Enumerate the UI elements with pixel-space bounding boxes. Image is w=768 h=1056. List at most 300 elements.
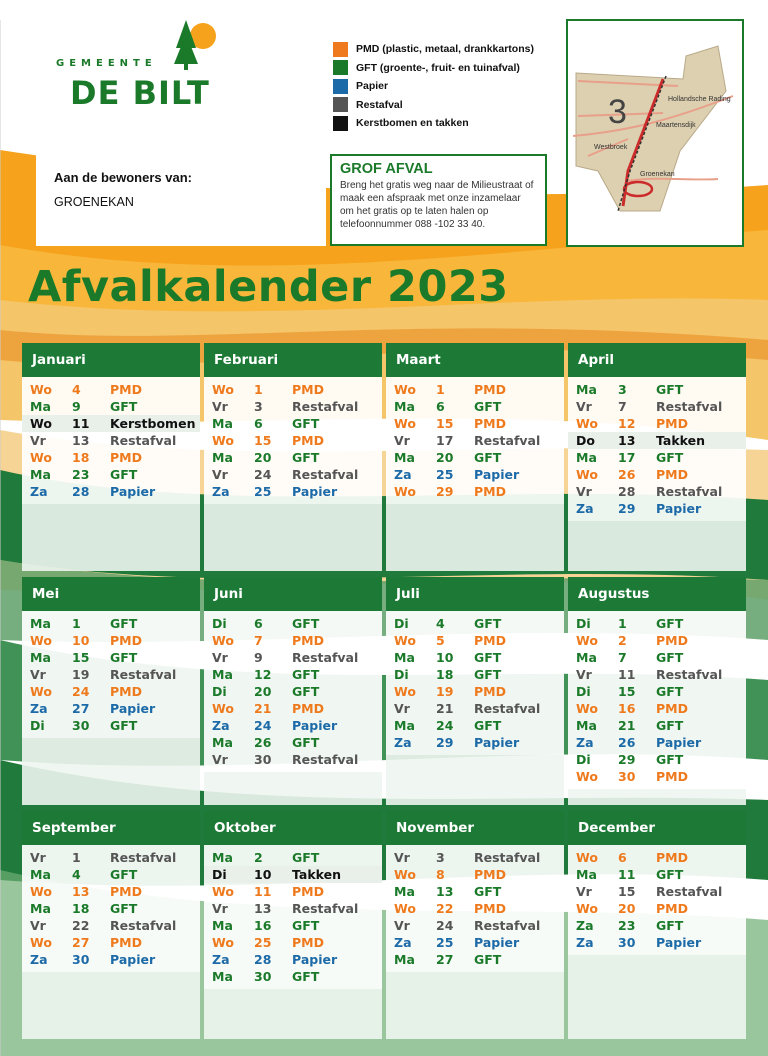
legend-swatch-pmd bbox=[333, 42, 348, 57]
collection-date: 6 bbox=[254, 616, 263, 631]
collection-day: Ma bbox=[394, 450, 415, 465]
collection-date: 19 bbox=[436, 684, 454, 699]
collection-date: 17 bbox=[618, 450, 636, 465]
month-header: Maart bbox=[386, 343, 564, 377]
map-zone-number: 3 bbox=[608, 93, 627, 131]
collection-day: Wo bbox=[576, 701, 598, 716]
collection-row bbox=[386, 483, 564, 500]
collection-row bbox=[204, 415, 382, 432]
gemeente-de-bilt-logo bbox=[50, 18, 230, 112]
collection-type: GFT bbox=[292, 667, 320, 682]
month-december bbox=[568, 811, 746, 1039]
logo-top-text: GEMEENTE bbox=[56, 58, 157, 69]
collection-row bbox=[568, 466, 746, 483]
collection-type: GFT bbox=[110, 467, 138, 482]
collection-type: Restafval bbox=[656, 667, 723, 682]
month-maart bbox=[386, 343, 564, 571]
collection-row bbox=[568, 632, 746, 649]
collection-day: Vr bbox=[212, 650, 228, 665]
collection-date: 20 bbox=[254, 684, 272, 699]
collection-date: 22 bbox=[72, 918, 90, 933]
collection-type: GFT bbox=[656, 918, 684, 933]
collection-row bbox=[204, 934, 382, 951]
collection-day: Za bbox=[576, 918, 594, 933]
collection-type: PMD bbox=[474, 484, 506, 499]
month-body bbox=[22, 845, 200, 972]
month-augustus bbox=[568, 577, 746, 805]
collection-type: PMD bbox=[292, 701, 324, 716]
legend-label: Restafval bbox=[356, 98, 403, 111]
collection-date: 2 bbox=[618, 633, 627, 648]
collection-type: GFT bbox=[292, 969, 320, 984]
month-body bbox=[568, 611, 746, 789]
collection-day: Di bbox=[30, 718, 45, 733]
collection-date: 7 bbox=[618, 399, 627, 414]
logo-main-text: DE BILT bbox=[70, 74, 210, 112]
collection-type: Papier bbox=[292, 718, 338, 733]
collection-day: Wo bbox=[30, 684, 52, 699]
collection-type: Restafval bbox=[292, 901, 359, 916]
collection-row bbox=[386, 398, 564, 415]
month-empty-area bbox=[568, 521, 746, 571]
collection-type: Takken bbox=[292, 867, 342, 882]
month-empty-area bbox=[386, 504, 564, 571]
tree-logo-icon bbox=[170, 18, 222, 70]
collection-day: Ma bbox=[394, 884, 415, 899]
collection-date: 15 bbox=[618, 884, 636, 899]
collection-day: Ma bbox=[212, 667, 233, 682]
collection-day: Wo bbox=[576, 416, 598, 431]
collection-type: GFT bbox=[110, 650, 138, 665]
collection-type: GFT bbox=[292, 850, 320, 865]
collection-date: 12 bbox=[618, 416, 636, 431]
collection-row bbox=[204, 734, 382, 751]
collection-day: Wo bbox=[212, 701, 234, 716]
collection-row bbox=[22, 900, 200, 917]
collection-day: Vr bbox=[30, 918, 46, 933]
collection-type: GFT bbox=[110, 399, 138, 414]
collection-row bbox=[204, 381, 382, 398]
collection-date: 11 bbox=[618, 867, 636, 882]
collection-type: PMD bbox=[110, 450, 142, 465]
map-drawing bbox=[568, 21, 742, 245]
collection-type: GFT bbox=[474, 616, 502, 631]
collection-date: 21 bbox=[254, 701, 272, 716]
collection-day: Wo bbox=[576, 769, 598, 784]
collection-type: PMD bbox=[474, 633, 506, 648]
collection-row bbox=[204, 866, 382, 883]
collection-row bbox=[568, 649, 746, 666]
collection-day: Za bbox=[212, 952, 230, 967]
collection-row bbox=[22, 717, 200, 734]
legend-swatch-papier bbox=[333, 79, 348, 94]
collection-row bbox=[568, 483, 746, 500]
collection-type: Restafval bbox=[292, 467, 359, 482]
collection-day: Wo bbox=[212, 382, 234, 397]
collection-date: 7 bbox=[618, 650, 627, 665]
collection-day: Wo bbox=[576, 467, 598, 482]
month-header: Oktober bbox=[204, 811, 382, 845]
collection-day: Za bbox=[394, 935, 412, 950]
collection-day: Vr bbox=[212, 467, 228, 482]
collection-date: 20 bbox=[436, 450, 454, 465]
collection-date: 4 bbox=[72, 382, 81, 397]
collection-type: GFT bbox=[656, 616, 684, 631]
collection-type: GFT bbox=[656, 382, 684, 397]
collection-type: Papier bbox=[656, 501, 702, 516]
legend-label: PMD (plastic, metaal, drankkartons) bbox=[356, 43, 534, 56]
collection-date: 16 bbox=[254, 918, 272, 933]
collection-day: Wo bbox=[30, 416, 52, 431]
collection-date: 25 bbox=[436, 935, 454, 950]
collection-type: Restafval bbox=[656, 399, 723, 414]
collection-date: 3 bbox=[436, 850, 445, 865]
collection-row bbox=[386, 866, 564, 883]
page-title: Afvalkalender 2023 bbox=[28, 262, 509, 312]
collection-type: PMD bbox=[656, 850, 688, 865]
collection-type: Papier bbox=[474, 935, 520, 950]
collection-day: Wo bbox=[30, 450, 52, 465]
collection-day: Di bbox=[576, 616, 591, 631]
collection-type: Restafval bbox=[474, 433, 541, 448]
collection-day: Ma bbox=[394, 650, 415, 665]
legend-swatch-kerstbomen bbox=[333, 116, 348, 131]
collection-date: 24 bbox=[254, 718, 272, 733]
collection-type: PMD bbox=[292, 935, 324, 950]
collection-type: GFT bbox=[656, 650, 684, 665]
month-juli bbox=[386, 577, 564, 805]
collection-day: Di bbox=[576, 752, 591, 767]
collection-date: 29 bbox=[618, 752, 636, 767]
collection-day: Ma bbox=[212, 850, 233, 865]
collection-type: PMD bbox=[292, 884, 324, 899]
legend-item-gft bbox=[333, 59, 534, 78]
collection-row bbox=[204, 751, 382, 768]
collection-row bbox=[22, 934, 200, 951]
collection-day: Wo bbox=[30, 884, 52, 899]
month-body bbox=[386, 377, 564, 504]
collection-type: GFT bbox=[474, 952, 502, 967]
collection-date: 3 bbox=[254, 399, 263, 414]
collection-row bbox=[204, 700, 382, 717]
collection-date: 18 bbox=[72, 901, 90, 916]
collection-day: Vr bbox=[30, 667, 46, 682]
map-place-label: Maartensdijk bbox=[656, 122, 696, 129]
collection-row bbox=[22, 381, 200, 398]
collection-type: PMD bbox=[292, 433, 324, 448]
collection-date: 20 bbox=[254, 450, 272, 465]
area-map bbox=[566, 19, 744, 247]
collection-row bbox=[568, 381, 746, 398]
collection-type: GFT bbox=[656, 684, 684, 699]
collection-row bbox=[204, 398, 382, 415]
collection-day: Za bbox=[212, 718, 230, 733]
collection-row bbox=[386, 666, 564, 683]
collection-type: Restafval bbox=[656, 484, 723, 499]
collection-type: Restafval bbox=[292, 399, 359, 414]
collection-type: GFT bbox=[474, 450, 502, 465]
collection-date: 9 bbox=[254, 650, 263, 665]
collection-type: GFT bbox=[292, 616, 320, 631]
month-empty-area bbox=[204, 989, 382, 1039]
legend-swatch-restafval bbox=[333, 97, 348, 112]
collection-row bbox=[386, 717, 564, 734]
collection-type: GFT bbox=[110, 718, 138, 733]
collection-date: 26 bbox=[618, 735, 636, 750]
collection-day: Za bbox=[394, 735, 412, 750]
collection-date: 30 bbox=[254, 969, 272, 984]
collection-row bbox=[568, 734, 746, 751]
collection-date: 1 bbox=[254, 382, 263, 397]
collection-row bbox=[22, 398, 200, 415]
month-empty-area bbox=[568, 789, 746, 805]
legend-swatch-gft bbox=[333, 60, 348, 75]
collection-row bbox=[204, 683, 382, 700]
collection-day: Za bbox=[30, 952, 48, 967]
collection-row bbox=[22, 700, 200, 717]
collection-type: PMD bbox=[474, 382, 506, 397]
legend-label: GFT (groente-, fruit- en tuinafval) bbox=[356, 61, 520, 74]
collection-type: GFT bbox=[110, 867, 138, 882]
address-name: GROENEKAN bbox=[54, 195, 134, 209]
collection-row bbox=[386, 951, 564, 968]
collection-day: Di bbox=[212, 684, 227, 699]
collection-row bbox=[568, 432, 746, 449]
collection-date: 30 bbox=[618, 935, 636, 950]
collection-date: 27 bbox=[72, 935, 90, 950]
collection-row bbox=[204, 483, 382, 500]
collection-date: 10 bbox=[72, 633, 90, 648]
collection-day: Ma bbox=[212, 416, 233, 431]
collection-type: Papier bbox=[656, 735, 702, 750]
collection-date: 30 bbox=[254, 752, 272, 767]
collection-day: Vr bbox=[30, 433, 46, 448]
collection-day: Do bbox=[576, 433, 595, 448]
collection-type: PMD bbox=[110, 633, 142, 648]
collection-day: Vr bbox=[576, 399, 592, 414]
month-januari bbox=[22, 343, 200, 571]
collection-type: Restafval bbox=[110, 433, 177, 448]
collection-day: Za bbox=[30, 701, 48, 716]
collection-date: 24 bbox=[436, 918, 454, 933]
month-header: Juli bbox=[386, 577, 564, 611]
collection-row bbox=[22, 432, 200, 449]
collection-type: GFT bbox=[292, 735, 320, 750]
collection-day: Wo bbox=[576, 901, 598, 916]
collection-type: PMD bbox=[474, 684, 506, 699]
collection-row bbox=[568, 500, 746, 517]
collection-row bbox=[22, 649, 200, 666]
collection-day: Vr bbox=[576, 667, 592, 682]
collection-type: Papier bbox=[292, 484, 338, 499]
collection-row bbox=[204, 968, 382, 985]
month-empty-area bbox=[568, 955, 746, 1039]
collection-date: 11 bbox=[618, 667, 636, 682]
collection-day: Vr bbox=[394, 701, 410, 716]
collection-day: Di bbox=[394, 616, 409, 631]
collection-date: 1 bbox=[436, 382, 445, 397]
month-body bbox=[22, 377, 200, 504]
collection-date: 25 bbox=[254, 935, 272, 950]
collection-date: 6 bbox=[254, 416, 263, 431]
address-title: Aan de bewoners van: bbox=[54, 170, 192, 185]
month-februari bbox=[204, 343, 382, 571]
legend-item-restafval bbox=[333, 96, 534, 115]
month-juni bbox=[204, 577, 382, 805]
collection-date: 30 bbox=[618, 769, 636, 784]
month-header: Januari bbox=[22, 343, 200, 377]
collection-day: Ma bbox=[212, 918, 233, 933]
collection-date: 13 bbox=[72, 433, 90, 448]
month-header: December bbox=[568, 811, 746, 845]
collection-type: PMD bbox=[656, 416, 688, 431]
collection-row bbox=[568, 717, 746, 734]
collection-day: Wo bbox=[212, 884, 234, 899]
collection-day: Ma bbox=[212, 450, 233, 465]
collection-type: Restafval bbox=[110, 667, 177, 682]
collection-date: 27 bbox=[72, 701, 90, 716]
collection-date: 30 bbox=[72, 952, 90, 967]
collection-date: 6 bbox=[618, 850, 627, 865]
collection-type: Restafval bbox=[110, 918, 177, 933]
collection-row bbox=[204, 666, 382, 683]
collection-row bbox=[386, 432, 564, 449]
collection-date: 28 bbox=[254, 952, 272, 967]
collection-type: PMD bbox=[110, 382, 142, 397]
collection-day: Wo bbox=[394, 416, 416, 431]
collection-day: Wo bbox=[394, 867, 416, 882]
collection-day: Za bbox=[576, 501, 594, 516]
collection-row bbox=[568, 917, 746, 934]
collection-day: Ma bbox=[212, 969, 233, 984]
collection-row bbox=[22, 666, 200, 683]
collection-type: Restafval bbox=[474, 850, 541, 865]
collection-row bbox=[386, 917, 564, 934]
collection-day: Ma bbox=[394, 718, 415, 733]
collection-type: GFT bbox=[656, 867, 684, 882]
collection-date: 30 bbox=[72, 718, 90, 733]
collection-type: PMD bbox=[656, 901, 688, 916]
collection-date: 28 bbox=[72, 484, 90, 499]
collection-date: 10 bbox=[254, 867, 272, 882]
collection-day: Wo bbox=[212, 633, 234, 648]
collection-row bbox=[386, 934, 564, 951]
collection-row bbox=[204, 449, 382, 466]
collection-row bbox=[568, 415, 746, 432]
month-empty-area bbox=[204, 772, 382, 805]
collection-date: 29 bbox=[436, 484, 454, 499]
collection-row bbox=[22, 866, 200, 883]
collection-date: 2 bbox=[254, 850, 263, 865]
collection-day: Di bbox=[394, 667, 409, 682]
map-place-label: Groenekan bbox=[640, 171, 675, 178]
month-header: Mei bbox=[22, 577, 200, 611]
collection-type: PMD bbox=[474, 901, 506, 916]
collection-date: 11 bbox=[254, 884, 272, 899]
collection-row bbox=[386, 615, 564, 632]
collection-day: Ma bbox=[576, 450, 597, 465]
collection-date: 3 bbox=[618, 382, 627, 397]
collection-date: 27 bbox=[436, 952, 454, 967]
collection-row bbox=[22, 917, 200, 934]
collection-type: GFT bbox=[292, 450, 320, 465]
month-november bbox=[386, 811, 564, 1039]
month-body bbox=[204, 611, 382, 772]
collection-day: Ma bbox=[394, 399, 415, 414]
collection-row bbox=[204, 432, 382, 449]
month-body bbox=[386, 845, 564, 972]
collection-day: Wo bbox=[576, 850, 598, 865]
collection-row bbox=[386, 683, 564, 700]
collection-day: Vr bbox=[576, 484, 592, 499]
collection-row bbox=[386, 415, 564, 432]
collection-date: 29 bbox=[618, 501, 636, 516]
collection-date: 1 bbox=[618, 616, 627, 631]
collection-date: 6 bbox=[436, 399, 445, 414]
collection-row bbox=[204, 649, 382, 666]
collection-type: PMD bbox=[656, 633, 688, 648]
collection-day: Za bbox=[212, 484, 230, 499]
collection-day: Wo bbox=[394, 684, 416, 699]
month-empty-area bbox=[386, 755, 564, 805]
legend-item-pmd bbox=[333, 40, 534, 59]
grof-afval-text: Breng het gratis weg naar de Milieustraat of maak een afspraak met onze inzamelaar om het gratis op te laten halen op telefoonnummer 088 -102 33 40. bbox=[340, 180, 534, 230]
collection-day: Wo bbox=[30, 382, 52, 397]
collection-day: Vr bbox=[212, 752, 228, 767]
month-oktober bbox=[204, 811, 382, 1039]
collection-day: Ma bbox=[30, 901, 51, 916]
collection-day: Di bbox=[212, 616, 227, 631]
collection-type: PMD bbox=[474, 867, 506, 882]
collection-date: 10 bbox=[436, 650, 454, 665]
collection-day: Ma bbox=[576, 718, 597, 733]
collection-day: Wo bbox=[394, 633, 416, 648]
legend-item-kerstbomen bbox=[333, 114, 534, 133]
collection-type: Papier bbox=[292, 952, 338, 967]
collection-date: 15 bbox=[254, 433, 272, 448]
collection-type: GFT bbox=[110, 901, 138, 916]
collection-type: PMD bbox=[656, 467, 688, 482]
collection-date: 22 bbox=[436, 901, 454, 916]
month-body bbox=[386, 611, 564, 755]
collection-type: Papier bbox=[110, 484, 156, 499]
legend-label: Papier bbox=[356, 80, 389, 93]
month-empty-area bbox=[22, 504, 200, 571]
collection-day: Ma bbox=[576, 650, 597, 665]
collection-date: 1 bbox=[72, 616, 81, 631]
collection-day: Wo bbox=[30, 935, 52, 950]
collection-day: Wo bbox=[394, 901, 416, 916]
collection-type: GFT bbox=[292, 416, 320, 431]
collection-date: 25 bbox=[254, 484, 272, 499]
collection-day: Ma bbox=[30, 467, 51, 482]
collection-type: PMD bbox=[110, 935, 142, 950]
collection-date: 23 bbox=[618, 918, 636, 933]
collection-day: Za bbox=[30, 484, 48, 499]
collection-row bbox=[204, 883, 382, 900]
collection-row bbox=[22, 466, 200, 483]
month-september bbox=[22, 811, 200, 1039]
collection-date: 16 bbox=[618, 701, 636, 716]
collection-date: 11 bbox=[72, 416, 90, 431]
collection-type: PMD bbox=[292, 382, 324, 397]
collection-date: 24 bbox=[254, 467, 272, 482]
collection-type: GFT bbox=[292, 684, 320, 699]
collection-type: GFT bbox=[656, 718, 684, 733]
collection-row bbox=[386, 632, 564, 649]
collection-type: Papier bbox=[110, 701, 156, 716]
collection-date: 4 bbox=[72, 867, 81, 882]
